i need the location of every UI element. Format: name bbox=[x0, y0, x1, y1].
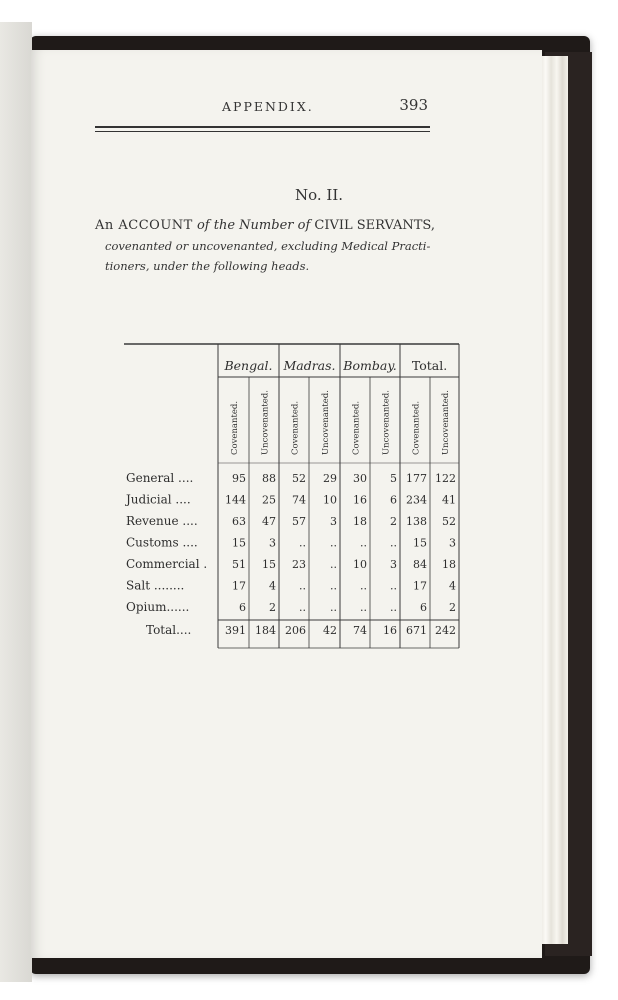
table-cell: 15 bbox=[232, 536, 246, 550]
table-cell: .. bbox=[360, 579, 367, 593]
table-cell: 15 bbox=[262, 558, 276, 571]
table-cell: 177 bbox=[406, 472, 427, 485]
table-cell: 18 bbox=[353, 515, 367, 528]
row-label: Judicial .... bbox=[126, 492, 191, 507]
row-label: Salt ........ bbox=[126, 578, 185, 593]
table-cell: 6 bbox=[420, 601, 427, 614]
table-cell: 234 bbox=[406, 493, 427, 507]
table-cell: 84 bbox=[413, 558, 427, 571]
table-cell: .. bbox=[390, 601, 397, 614]
table-cell: 29 bbox=[323, 472, 337, 485]
table-cell: 17 bbox=[232, 579, 246, 593]
column-subheader: Uncovenanted. bbox=[381, 390, 392, 455]
table-cell: 15 bbox=[413, 536, 427, 550]
table-cell: .. bbox=[390, 579, 397, 593]
table-cell: 10 bbox=[323, 493, 337, 507]
total-cell: 184 bbox=[255, 624, 276, 637]
table-cell: 25 bbox=[262, 493, 276, 507]
row-label: General .... bbox=[126, 471, 194, 485]
table-cell: 95 bbox=[232, 472, 246, 485]
total-label: Total.... bbox=[146, 623, 192, 637]
table-cell: .. bbox=[330, 579, 337, 593]
table-cell: 4 bbox=[449, 579, 456, 593]
table-cell: 6 bbox=[390, 493, 397, 507]
table-cell: 3 bbox=[449, 536, 456, 550]
table-cell: 57 bbox=[292, 515, 306, 528]
table-cell: .. bbox=[360, 536, 367, 550]
table-cell: 2 bbox=[269, 601, 276, 614]
table-cell: 10 bbox=[353, 558, 367, 571]
caption-italic: of the Number of bbox=[196, 218, 311, 233]
total-cell: 391 bbox=[225, 624, 246, 637]
table-cell: .. bbox=[299, 579, 306, 593]
table-cell: 88 bbox=[262, 472, 276, 485]
table-cell: 30 bbox=[353, 472, 367, 485]
caption-rest: CIVIL SERVANTS, bbox=[314, 218, 436, 233]
table-cell: 4 bbox=[269, 579, 276, 593]
column-subheader: Covenanted. bbox=[230, 400, 240, 455]
row-label: Revenue .... bbox=[126, 514, 198, 528]
table-cell: 52 bbox=[442, 515, 456, 528]
table-cell: 2 bbox=[449, 601, 456, 614]
total-cell: 206 bbox=[285, 624, 306, 637]
table-cell: 16 bbox=[353, 493, 367, 507]
table-cell: .. bbox=[330, 536, 337, 550]
table-cell: 23 bbox=[292, 558, 306, 571]
table-cell: 6 bbox=[239, 601, 246, 614]
table-cell: 18 bbox=[442, 558, 456, 571]
table-cell: 41 bbox=[442, 493, 456, 507]
page-number: 393 bbox=[399, 96, 428, 114]
table-cell: 3 bbox=[269, 536, 276, 550]
table-cell: 3 bbox=[390, 558, 397, 571]
group-header: Madras. bbox=[283, 358, 336, 373]
section-number: No. II. bbox=[294, 186, 344, 204]
column-subheader: Uncovenanted. bbox=[441, 390, 451, 455]
row-label: Opium...... bbox=[126, 600, 190, 614]
row-label: Commercial . bbox=[126, 557, 208, 571]
column-subheader: Uncovenanted. bbox=[260, 390, 271, 455]
caption-line-2: covenanted or uncovenanted, excluding Medical Practi- bbox=[105, 239, 431, 253]
group-header: Total. bbox=[411, 358, 448, 373]
table-cell: 51 bbox=[232, 558, 246, 571]
total-cell: 242 bbox=[435, 624, 456, 637]
table-cell: .. bbox=[330, 601, 337, 614]
total-cell: 42 bbox=[323, 624, 337, 637]
table-cell: 144 bbox=[225, 493, 246, 507]
running-title: APPENDIX. bbox=[222, 99, 314, 114]
table-cell: 47 bbox=[262, 515, 276, 528]
row-label: Customs .... bbox=[126, 535, 198, 550]
column-subheader: Covenanted. bbox=[411, 400, 422, 455]
group-header: Bengal. bbox=[224, 358, 273, 373]
total-cell: 74 bbox=[353, 624, 367, 637]
table-cell: 5 bbox=[390, 472, 397, 485]
group-header: Bombay. bbox=[343, 358, 397, 373]
caption-line-3: tioners, under the following heads. bbox=[105, 259, 310, 273]
table-cell: 3 bbox=[330, 515, 337, 528]
column-subheader: Covenanted. bbox=[351, 400, 362, 455]
table-cell: 52 bbox=[292, 472, 306, 485]
caption-prefix: An ACCOUNT bbox=[95, 218, 193, 233]
table-cell: 74 bbox=[292, 493, 306, 507]
table-cell: 138 bbox=[406, 515, 427, 528]
table-cell: .. bbox=[299, 536, 306, 550]
table-cell: .. bbox=[330, 558, 337, 571]
column-subheader: Uncovenanted. bbox=[321, 390, 331, 455]
table-cell: 63 bbox=[232, 515, 246, 528]
total-cell: 671 bbox=[406, 624, 427, 637]
table-cell: 17 bbox=[413, 579, 427, 593]
table-cell: 122 bbox=[435, 472, 456, 485]
total-cell: 16 bbox=[383, 624, 397, 637]
table-cell: .. bbox=[390, 536, 397, 550]
column-subheader: Covenanted. bbox=[290, 400, 301, 455]
table-cell: .. bbox=[299, 601, 306, 614]
table-cell: 2 bbox=[390, 515, 397, 528]
table-cell: .. bbox=[360, 601, 367, 614]
